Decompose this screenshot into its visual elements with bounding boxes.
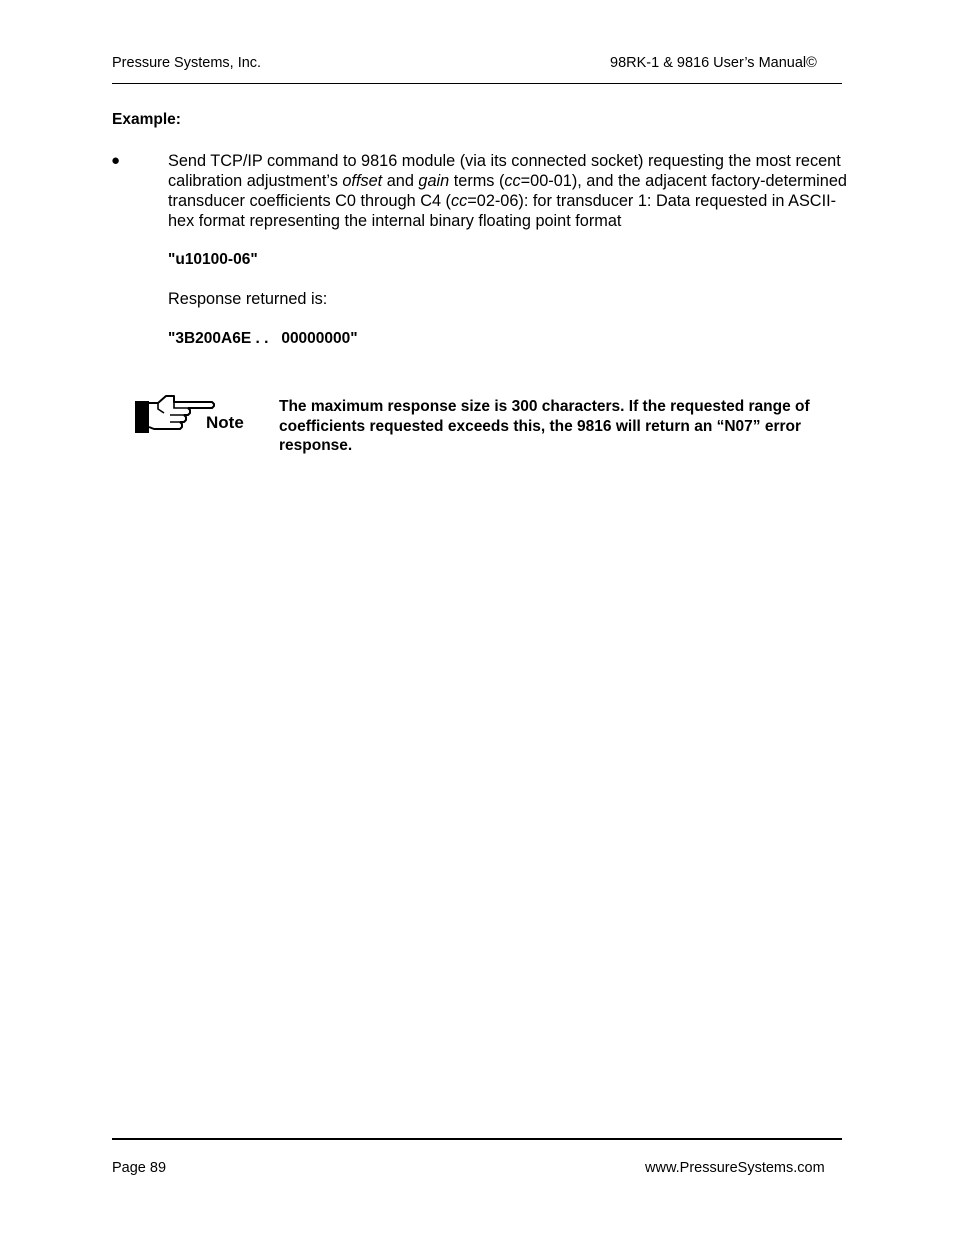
response-label: Response returned is:	[168, 290, 328, 308]
footer-website-link[interactable]: www.PressureSystems.com	[645, 1160, 825, 1176]
note-label: Note	[206, 413, 244, 432]
example-paragraph: Send TCP/IP command to 9816 module (via its connected socket) requesting the most recent calibration adjustment’s offset and gain terms (cc=00-01), and the adjacent factory-determined transducer coefficients C0 through C4 (cc=02-06): for transducer 1: Data requested in ASCII-hex format representing the internal binary floating point format	[168, 152, 847, 230]
header-rule	[112, 83, 842, 84]
example-heading: Example:	[112, 111, 181, 128]
header-company: Pressure Systems, Inc.	[112, 55, 262, 71]
note-text: The maximum response size is 300 characters. If the requested range of coefficients requested exceeds this, the 9816 will return an “N07” error response.	[279, 398, 810, 454]
footer-rule	[112, 1138, 842, 1140]
command-text: "u10100-06"	[168, 251, 258, 268]
bullet-icon: ●	[111, 152, 121, 169]
response-text: "3B200A6E . . 00000000"	[168, 330, 358, 347]
footer-page-number: Page 89	[112, 1160, 167, 1176]
pointing-hand-icon	[134, 393, 216, 435]
header-manual-title: 98RK-1 & 9816 User’s Manual©	[610, 55, 817, 71]
